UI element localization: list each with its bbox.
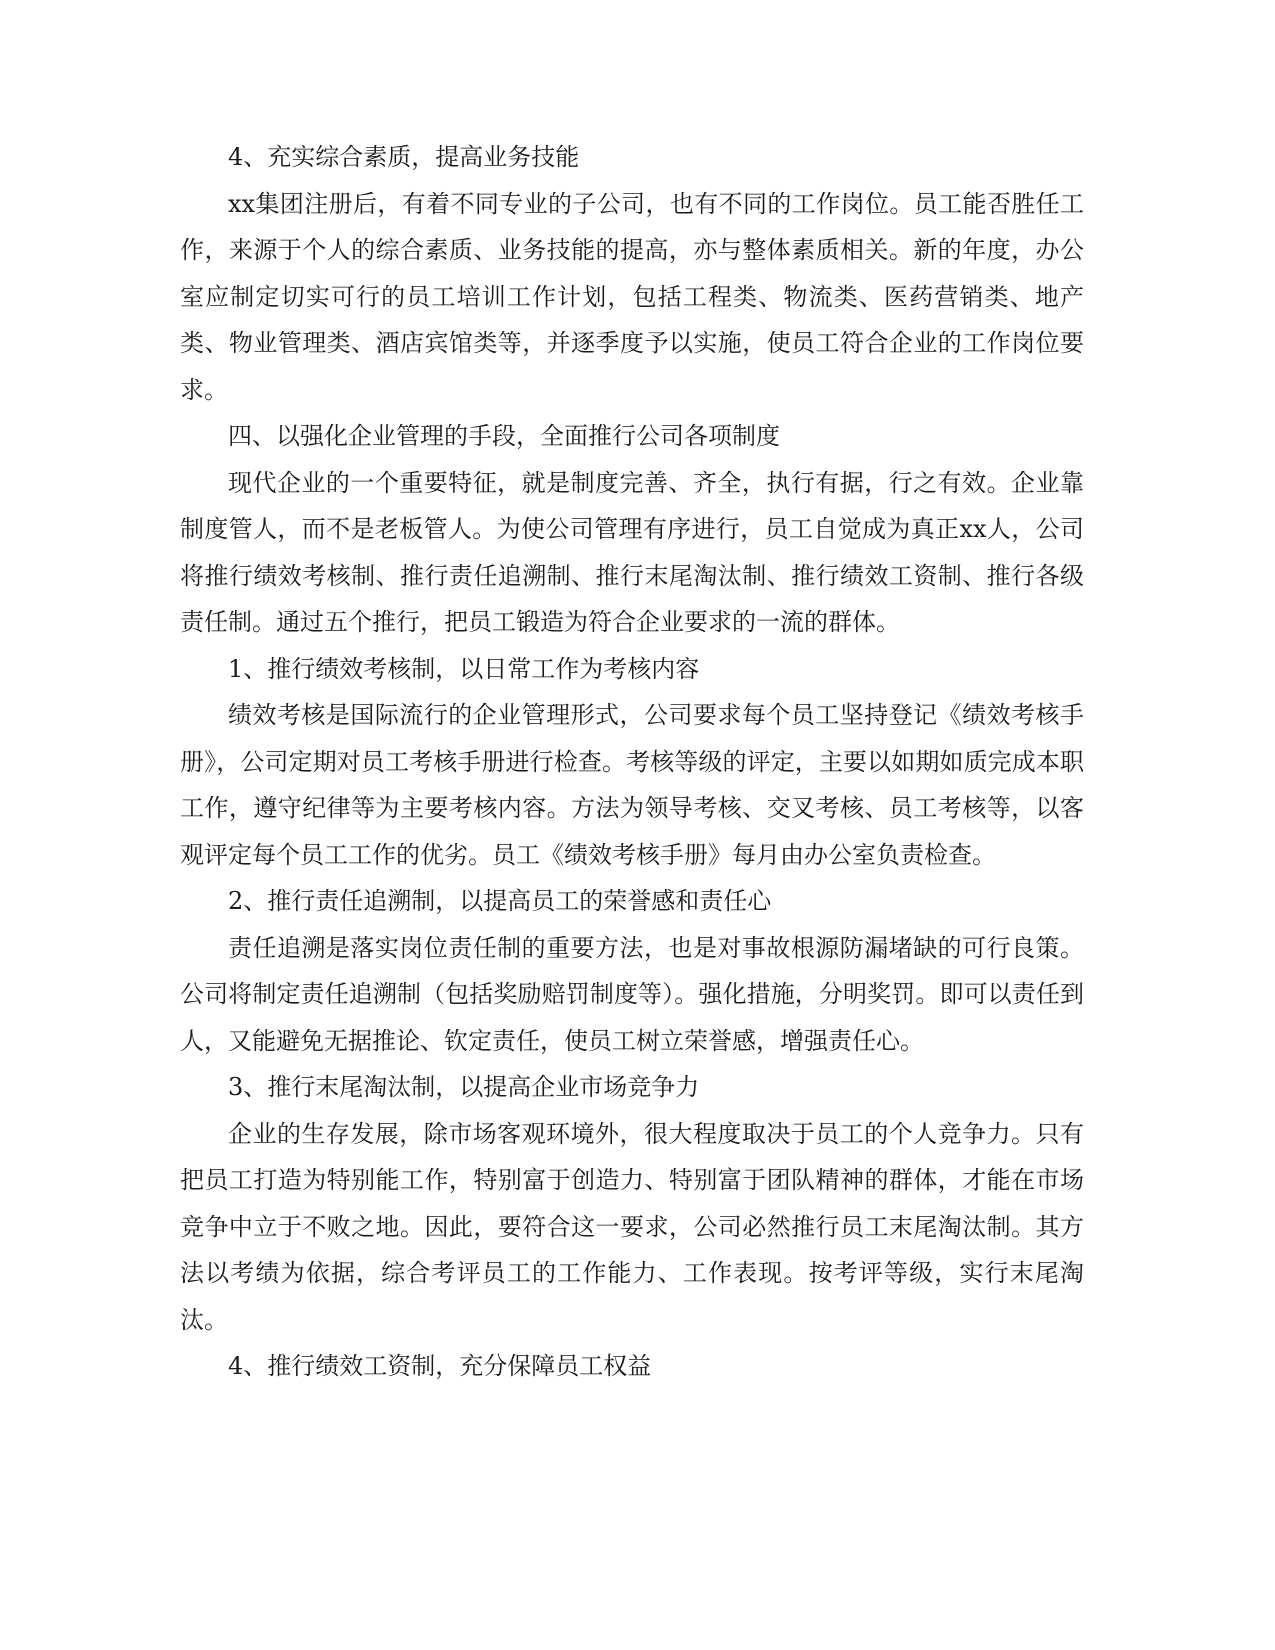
body-paragraph: 绩效考核是国际流行的企业管理形式，公司要求每个员工坚持登记《绩效考核手册》，公司定期对员工考核手册进行检查。考核等级的评定，主要以如期如质完成本职工作，遵守纪律等为主要考核内容。方法为领导考核、交叉考核、员工考核等，以客观评定每个员工工作的优劣。员工《绩效考核手册》每月由办公室负责检查。 [180,701,1084,869]
document-page [180,134,1084,1390]
section-heading: 3、推行末尾淘汰制，以提高企业市场竞争力 [228,1073,700,1101]
body-paragraph: 企业的生存发展，除市场客观环境外，很大程度取决于员工的个人竞争力。只有把员工打造为特别能工作，特别富于创造力、特别富于团队精神的群体，才能在市场竞争中立于不败之地。因此，要符合这一要求，公司必然推行员工末尾淘汰制。其方法以考绩为依据，综合考评员工的工作能力、工作表现。按考评等级，实行末尾淘汰。 [180,1119,1084,1334]
body-paragraph: 现代企业的一个重要特征，就是制度完善、齐全，执行有据，行之有效。企业靠制度管人，而不是老板管人。为使公司管理有序进行，员工自觉成为真正xx人，公司将推行绩效考核制、推行责任追溯制、推行末尾淘汰制、推行绩效工资制、推行各级责任制。通过五个推行，把员工锻造为符合企业要求的一流的群体。 [180,468,1084,636]
body-paragraph: xx集团注册后，有着不同专业的子公司，也有不同的工作岗位。员工能否胜任工作，来源于个人的综合素质、业务技能的提高，亦与整体素质相关。新的年度，办公室应制定切实可行的员工培训工作计划，包括工程类、物流类、医药营销类、地产类、物业管理类、酒店宾馆类等，并逐季度予以实施，使员工符合企业的工作岗位要求。 [180,189,1084,404]
section-heading: 4、推行绩效工资制，充分保障员工权益 [228,1352,652,1380]
section-heading: 1、推行绩效考核制，以日常工作为考核内容 [228,654,700,683]
section-heading: 四、以强化企业管理的手段，全面推行公司各项制度 [228,422,780,450]
body-paragraph: 责任追溯是落实岗位责任制的重要方法，也是对事故根源防漏堵缺的可行良策。公司将制定责任追溯制（包括奖励赔罚制度等）。强化措施，分明奖罚。即可以责任到人，又能避免无据推论、钦定责任，使员工树立荣誉感，增强责任心。 [180,933,1084,1055]
section-heading: 4、充实综合素质，提高业务技能 [228,143,580,171]
section-heading: 2、推行责任追溯制，以提高员工的荣誉感和责任心 [228,887,772,915]
